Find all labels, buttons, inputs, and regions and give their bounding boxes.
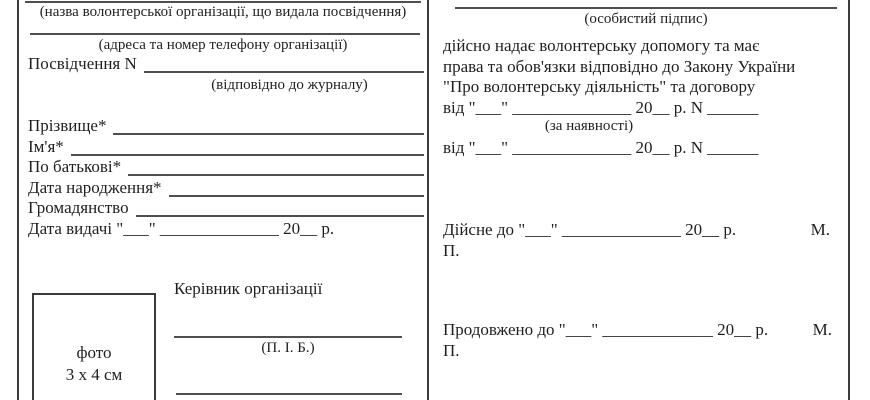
valid-until-row [443, 220, 830, 240]
right-panel [429, 0, 850, 400]
statement-paragraph [443, 36, 843, 98]
head-of-org-label: Керівник організації [174, 279, 323, 298]
photo-box-line2: 3 х 4 см [65, 365, 123, 384]
statement-line-1: дійсно надає волонтерську допомогу та має [443, 36, 760, 55]
birthdate-blank-line [169, 178, 424, 197]
photo-box [32, 293, 156, 400]
birthdate-row [28, 178, 424, 197]
head-signature-line [174, 336, 402, 338]
certificate-number-caption: (відповідно до журналу) [211, 77, 368, 93]
valid-until-seal-m: М. [810, 220, 830, 239]
personal-signature-caption: (особистий підпис) [584, 11, 708, 27]
photo-box-line1: фото [76, 343, 112, 362]
patronymic-blank-line [128, 157, 424, 176]
contract-availability-caption: (за наявності) [544, 118, 634, 134]
bottom-blank-line [176, 393, 402, 395]
surname-row [28, 116, 424, 135]
birthdate-label: Дата народження* [28, 178, 162, 197]
contract-date-line-1: від "___" ______________ 20__ р. N ______ [443, 98, 759, 117]
issue-date-line: Дата видачі "___" ______________ 20__ р. [28, 219, 335, 238]
extended-until-row [443, 320, 832, 340]
patronymic-label: По батькові* [28, 157, 122, 176]
citizenship-row [28, 198, 424, 217]
firstname-label: Ім'я* [28, 137, 64, 156]
certificate-number-row [28, 54, 424, 73]
surname-label: Прізвище* [28, 116, 107, 135]
certificate-number-blank-line [144, 54, 424, 73]
valid-until-text: Дійсне до "___" ______________ 20__ р. [443, 220, 737, 239]
firstname-row [28, 137, 424, 156]
org-address-blank-line [30, 33, 420, 35]
left-panel [17, 0, 429, 400]
patronymic-row [28, 157, 424, 176]
personal-signature-blank-line [455, 7, 837, 9]
extended-until-seal-m: М. [812, 320, 832, 339]
valid-until-seal-p: П. [443, 241, 460, 260]
full-name-caption: (П. І. Б.) [261, 340, 315, 356]
org-name-caption: (назва волонтерської організації, що видала посвідчення) [39, 4, 407, 20]
org-address-caption: (адреса та номер телефону організації) [98, 37, 348, 53]
contract-date-line-2: від "___" ______________ 20__ р. N ______ [443, 138, 759, 157]
surname-blank-line [113, 116, 424, 135]
certificate-number-label: Посвідчення N [28, 54, 137, 73]
org-name-blank-line [25, 1, 421, 3]
firstname-blank-line [71, 137, 424, 156]
extended-until-seal-p: П. [443, 341, 460, 360]
statement-line-2: права та обов'язки відповідно до Закону України [443, 56, 796, 76]
extended-until-text: Продовжено до "___" _____________ 20__ р. [443, 320, 769, 339]
citizenship-blank-line [136, 198, 424, 217]
citizenship-label: Громадянство [28, 198, 129, 217]
statement-line-3: "Про волонтерську діяльність" та договору [443, 77, 756, 96]
